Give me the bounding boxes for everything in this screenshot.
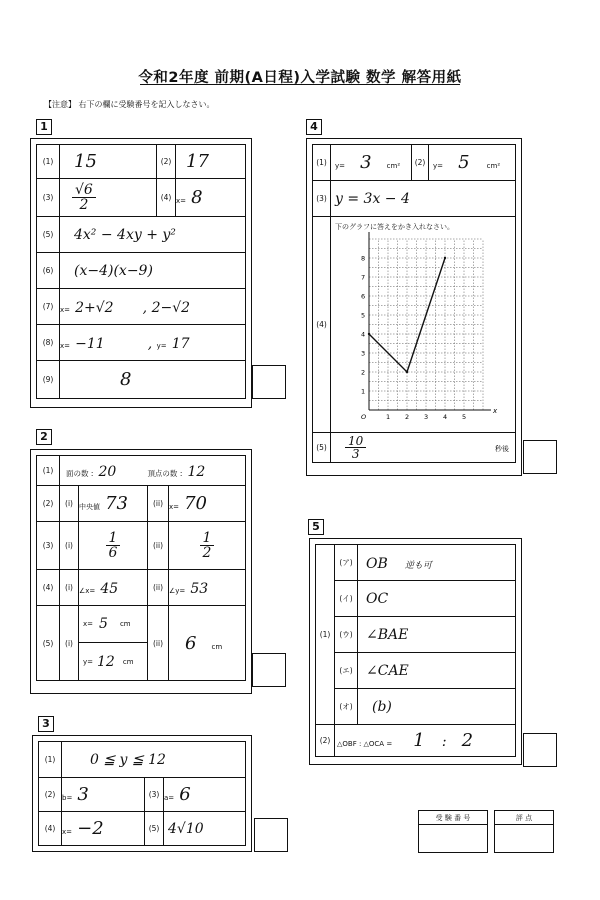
score-label: 評 点 (495, 811, 554, 825)
answer-1-4[interactable] (176, 179, 246, 217)
value: 6 (185, 632, 197, 654)
answer-3-2[interactable] (62, 778, 145, 812)
exam-number-box (418, 810, 488, 853)
item-label: (ア) (335, 545, 358, 581)
prefix: a= (164, 794, 175, 802)
section-5-table (315, 544, 516, 757)
value: 3 (360, 152, 372, 173)
answer-1-5[interactable]: 4x² − 4xy + y² (60, 217, 246, 253)
q-label: (3) (313, 181, 331, 217)
sec2-row-4 (37, 570, 246, 606)
answer-2-5-i[interactable] (79, 606, 148, 681)
prefix: ∠x= (79, 587, 96, 595)
unit: 秒後 (495, 445, 509, 453)
sub-label: (i) (60, 606, 79, 681)
section-3-number: 3 (38, 716, 54, 732)
answer-3-5[interactable]: 4√10 (164, 812, 246, 846)
denominator: 3 (351, 447, 360, 461)
sec2-row-2 (37, 486, 246, 522)
answer-1-9[interactable]: 8 (60, 361, 246, 399)
answer-3-3[interactable] (164, 778, 246, 812)
y-tick-label: 7 (361, 273, 366, 282)
prefix: x= (60, 306, 71, 314)
instruction-note: 【注意】 右下の欄に受験番号を記入しなさい。 (44, 100, 215, 109)
separator: : (441, 734, 447, 750)
section-4-number: 4 (306, 119, 322, 135)
sec3-row-1 (39, 742, 246, 778)
q-label: (1) (37, 456, 60, 486)
answer-2-3-ii[interactable] (169, 522, 246, 570)
q-label: (2) (37, 486, 60, 522)
y-tick-label: 2 (361, 368, 366, 377)
q-label: (9) (37, 361, 60, 399)
section-1-table (36, 144, 246, 399)
answer-2-3-i[interactable] (79, 522, 148, 570)
value: 3 (77, 784, 89, 805)
prefix: x= (60, 342, 71, 350)
vertices-label: 頂点の数 : (147, 469, 183, 478)
exam-number-label: 受 験 番 号 (419, 811, 488, 825)
sec1-row-6 (37, 325, 246, 361)
q-label: (4) (39, 812, 62, 846)
value: 6 (179, 784, 191, 805)
q-label: (2) (412, 145, 429, 181)
page-title: 令和2年度 前期(A日程)入学試験 数学 解答用紙 (138, 70, 462, 86)
sec1-row-4 (37, 253, 246, 289)
y-tick-label: 8 (361, 254, 366, 263)
q-label: (5) (37, 217, 60, 253)
y-tick-label: 1 (361, 387, 366, 396)
numerator: 1 (106, 531, 121, 546)
sec2-row-1 (37, 456, 246, 486)
sec5-row-a (316, 545, 516, 581)
q-label: (6) (37, 253, 60, 289)
section-4-table (312, 144, 516, 463)
prefix: △OBF : △OCA = (337, 740, 393, 748)
prefix: 中央値 (79, 503, 100, 511)
value: OB (366, 556, 388, 572)
answer-point (406, 371, 408, 373)
answer-5-e[interactable]: (b) (358, 689, 516, 725)
value: −2 (77, 818, 104, 839)
sec3-row-2 (39, 778, 246, 812)
answer-4-1[interactable] (331, 145, 412, 181)
score-box-3[interactable] (254, 818, 288, 852)
q-label: (1) (316, 545, 335, 725)
answer-2-1[interactable] (60, 456, 246, 486)
q-label: (2) (316, 725, 335, 757)
score-box-2[interactable] (252, 653, 286, 687)
unit: cm (211, 642, 223, 651)
answer-1-1[interactable]: 15 (60, 145, 157, 179)
answer-5-c[interactable]: ∠BAE (358, 617, 516, 653)
y-tick-label: 5 (361, 311, 366, 320)
score-box-4[interactable] (523, 440, 557, 474)
prefix: x= (176, 197, 187, 205)
denominator: 2 (79, 197, 89, 213)
sub-label: (i) (60, 570, 79, 606)
section-3-table (38, 741, 246, 846)
value-1: 1 (413, 730, 425, 751)
item-label: (オ) (335, 689, 358, 725)
numerator: √6 (72, 183, 96, 198)
title-underline (140, 84, 460, 85)
q-label: (3) (37, 522, 60, 570)
x-tick-label: 5 (462, 413, 467, 421)
x-tick-label: 4 (443, 413, 448, 421)
graph (331, 232, 515, 432)
y-answer (79, 643, 147, 680)
separator: , (142, 300, 152, 316)
sub-label: (ii) (148, 486, 169, 522)
unit: cm² (486, 162, 501, 170)
value-2: 17 (171, 336, 190, 352)
separator: , (147, 336, 157, 352)
numerator: 10 (345, 435, 366, 448)
section-1-number: 1 (36, 119, 52, 135)
unit: cm (122, 657, 134, 666)
graph-instruction: 下のグラフに答えをかき入れなさい。 (335, 223, 454, 231)
answer-3-4[interactable] (62, 812, 145, 846)
score-box-1[interactable] (252, 365, 286, 399)
answer-1-6[interactable]: (x−4)(x−9) (60, 253, 246, 289)
score-total-box (494, 810, 554, 853)
y-tick-label: 4 (361, 330, 366, 339)
answer-2-4-ii[interactable] (169, 570, 246, 606)
sec5-row-2 (316, 725, 516, 757)
y-tick-label: 3 (361, 349, 366, 358)
sec1-row-7 (37, 361, 246, 399)
x-tick-label: 2 (405, 413, 410, 421)
sec4-row-1 (313, 145, 516, 181)
value: 53 (190, 581, 209, 597)
handwritten-note: 逆も可 (404, 561, 432, 571)
prefix: x= (62, 828, 73, 836)
q-label: (1) (313, 145, 331, 181)
answer-5-a[interactable] (358, 545, 516, 581)
sub-label: (i) (60, 522, 79, 570)
q-label: (2) (157, 145, 176, 179)
q-label: (8) (37, 325, 60, 361)
x-tick-label: 1 (386, 413, 391, 421)
sub-label: (ii) (148, 606, 169, 681)
q-label: (5) (313, 433, 331, 463)
faces-value: 20 (98, 464, 117, 480)
answer-1-3[interactable] (60, 179, 157, 217)
sec5-row-e (316, 689, 516, 725)
sec4-row-2 (313, 181, 516, 217)
x-tick-label: 3 (424, 413, 429, 421)
prefix: y= (156, 342, 167, 350)
answer-5-b[interactable]: OC (358, 581, 516, 617)
section-2-table (36, 455, 246, 681)
sub-label: (i) (60, 486, 79, 522)
prefix: y= (335, 162, 346, 170)
answer-1-2[interactable]: 17 (176, 145, 246, 179)
value-2: 2 (461, 730, 474, 751)
sub-label: (ii) (148, 522, 169, 570)
value: 12 (97, 653, 115, 670)
x-answer (79, 606, 147, 643)
section-5-number: 5 (308, 519, 324, 535)
q-label: (3) (145, 778, 164, 812)
sec1-row-5 (37, 289, 246, 325)
faces-label: 面の数 : (66, 469, 94, 478)
value-1: 2+√2 (75, 300, 114, 316)
answer-2-5-ii[interactable] (169, 606, 246, 681)
item-label: (エ) (335, 653, 358, 689)
prefix: y= (83, 657, 94, 666)
q-label: (7) (37, 289, 60, 325)
answer-3-1[interactable]: 0 ≦ y ≦ 12 (62, 742, 246, 778)
prefix: x= (169, 503, 180, 511)
answer-point (368, 333, 370, 335)
q-label: (5) (145, 812, 164, 846)
q-label: (4) (313, 217, 331, 433)
q-label: (1) (39, 742, 62, 778)
sec5-row-b (316, 581, 516, 617)
prefix: ∠y= (169, 587, 186, 595)
unit: cm (119, 620, 131, 628)
exam-number-field[interactable] (419, 825, 488, 853)
answer-2-4-i[interactable] (79, 570, 148, 606)
sec2-row-5 (37, 606, 246, 681)
q-label: (2) (39, 778, 62, 812)
sec1-row-1 (37, 145, 246, 179)
q-label: (5) (37, 606, 60, 681)
x-axis-label: x (493, 407, 498, 415)
q-label: (3) (37, 179, 60, 217)
answer-4-4[interactable] (331, 217, 516, 433)
answer-point (444, 257, 446, 259)
prefix: b= (62, 794, 73, 802)
numerator: 1 (200, 531, 215, 546)
answer-4-5[interactable] (331, 433, 516, 463)
answer-2-2-ii[interactable] (169, 486, 246, 522)
q-label: (4) (37, 570, 60, 606)
denominator: 6 (108, 545, 118, 561)
sec1-row-2 (37, 179, 246, 217)
vertices-value: 12 (187, 464, 206, 480)
score-box-5[interactable] (523, 733, 557, 767)
answer-5-d[interactable]: ∠CAE (358, 653, 516, 689)
sec5-row-c (316, 617, 516, 653)
sec4-row-4 (313, 433, 516, 463)
value: 73 (105, 493, 128, 514)
value: 8 (191, 187, 203, 208)
answer-1-8[interactable] (60, 325, 246, 361)
prefix: y= (433, 162, 444, 170)
answer-5-2[interactable] (335, 725, 516, 757)
sec3-row-3 (39, 812, 246, 846)
sec4-row-3 (313, 217, 516, 433)
answer-2-2-i[interactable] (79, 486, 148, 522)
sec2-row-3 (37, 522, 246, 570)
score-field[interactable] (495, 825, 554, 853)
value: 5 (458, 152, 470, 173)
origin-label: O (361, 413, 367, 421)
answer-1-7[interactable] (60, 289, 246, 325)
answer-4-3[interactable]: y = 3x − 4 (331, 181, 516, 217)
item-label: (イ) (335, 581, 358, 617)
sec1-row-3 (37, 217, 246, 253)
value-2: 2−√2 (151, 300, 191, 316)
value: 70 (184, 493, 208, 514)
value: 5 (99, 616, 108, 632)
prefix: x= (83, 620, 94, 628)
q-label: (4) (157, 179, 176, 217)
q-label: (1) (37, 145, 60, 179)
item-label: (ウ) (335, 617, 358, 653)
answer-4-2[interactable] (429, 145, 516, 181)
denominator: 2 (202, 545, 212, 561)
sub-label: (ii) (148, 570, 169, 606)
y-tick-label: 6 (361, 292, 366, 301)
unit: cm² (386, 162, 401, 170)
value-1: −11 (75, 336, 105, 352)
section-2-number: 2 (36, 429, 52, 445)
value: 45 (100, 581, 119, 597)
sec5-row-d (316, 653, 516, 689)
